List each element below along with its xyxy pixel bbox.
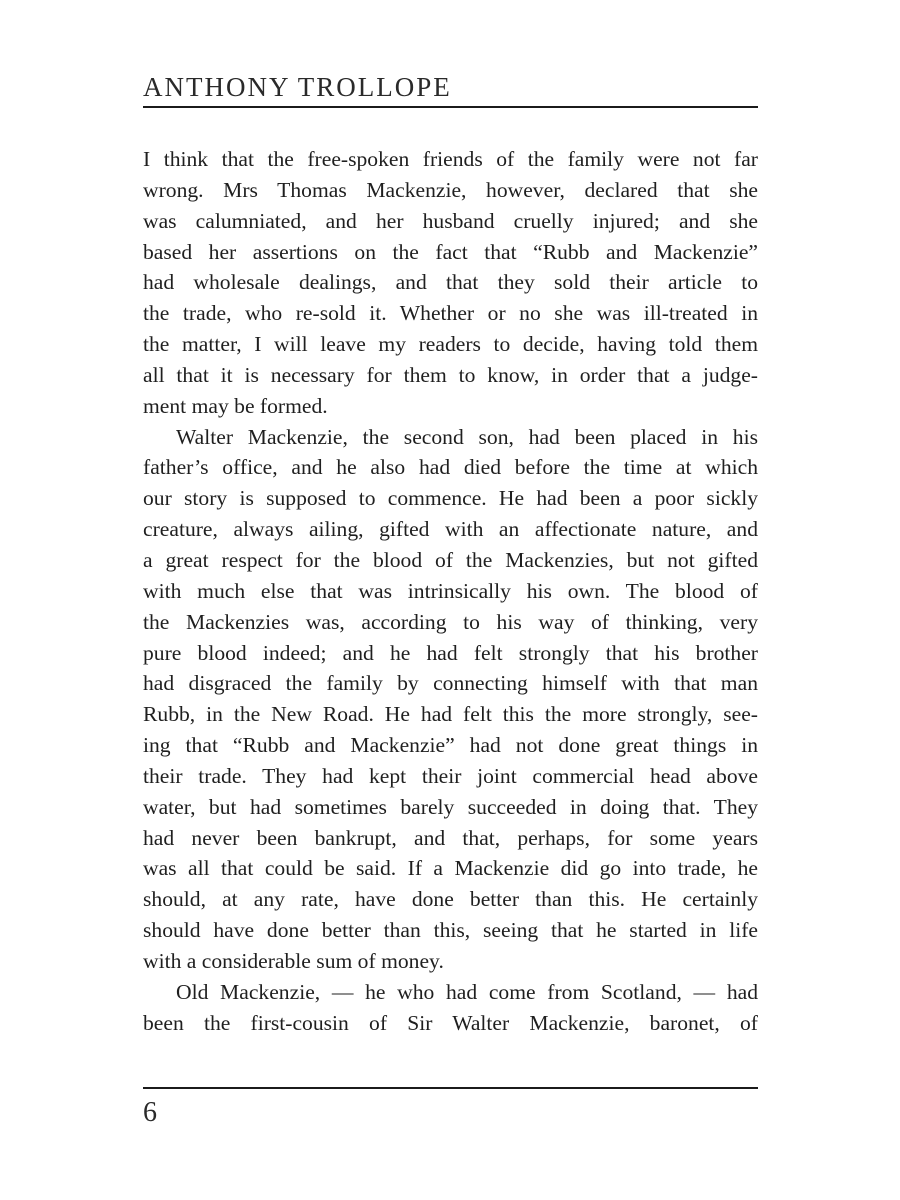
text-line: their trade. They had kept their joint commercial head above (143, 763, 758, 788)
text-line: should have done better than this, seeing that he started in life (143, 918, 758, 943)
text-line: had disgraced the family by connecting himself with that man (143, 671, 758, 696)
text-line: all that it is necessary for them to know, in order that a judge- (143, 362, 758, 387)
text-line: creature, always ailing, gifted with an affectionate nature, and (143, 517, 758, 542)
text-line: a great respect for the blood of the Mackenzies, but not gifted (143, 547, 758, 572)
text-line: had wholesale dealings, and that they sold their article to (143, 270, 758, 295)
header-rule (143, 106, 758, 108)
text-line: I think that the free-spoken friends of the family were not far (143, 147, 758, 171)
text-line: ing that “Rubb and Mackenzie” had not done great things in (143, 733, 758, 758)
text-line: Old Mackenzie, — he who had come from Scotland, — had (176, 979, 758, 1004)
text-line: the Mackenzies was, according to his way of thinking, very (143, 609, 758, 634)
body-text (143, 144, 758, 1038)
text-line: was calumniated, and her husband cruelly injured; and she (143, 208, 758, 233)
text-line: wrong. Mrs Thomas Mackenzie, however, declared that she (143, 177, 758, 202)
text-line: been the first-cousin of Sir Walter Mackenzie, baronet, of (143, 1010, 758, 1035)
text-line: ment may be formed. (143, 393, 328, 418)
page-number: 6 (143, 1097, 157, 1128)
text-line: the trade, who re-sold it. Whether or no she was ill-treated in (143, 301, 758, 326)
text-line: was all that could be said. If a Mackenzie did go into trade, he (143, 856, 758, 881)
text-line: with a considerable sum of money. (143, 948, 444, 973)
text-line: our story is supposed to commence. He had been a poor sickly (143, 486, 758, 511)
text-line: had never been bankrupt, and that, perhaps, for some years (143, 825, 758, 850)
text-line: water, but had sometimes barely succeeded in doing that. They (143, 794, 758, 819)
text-line: pure blood indeed; and he had felt strongly that his brother (143, 640, 758, 665)
footer-rule (143, 1087, 758, 1089)
text-line: Walter Mackenzie, the second son, had been placed in his (176, 424, 758, 449)
text-line: the matter, I will leave my readers to decide, having told them (143, 332, 758, 357)
running-head: ANTHONY TROLLOPE (143, 72, 452, 102)
text-line: should, at any rate, have done better than this. He certainly (143, 887, 758, 912)
text-line: Rubb, in the New Road. He had felt this the more strongly, see- (143, 702, 758, 727)
text-line: based her assertions on the fact that “Rubb and Mackenzie” (143, 239, 758, 264)
text-line: with much else that was intrinsically his own. The blood of (143, 578, 758, 603)
text-line: father’s office, and he also had died before the time at which (143, 455, 758, 480)
